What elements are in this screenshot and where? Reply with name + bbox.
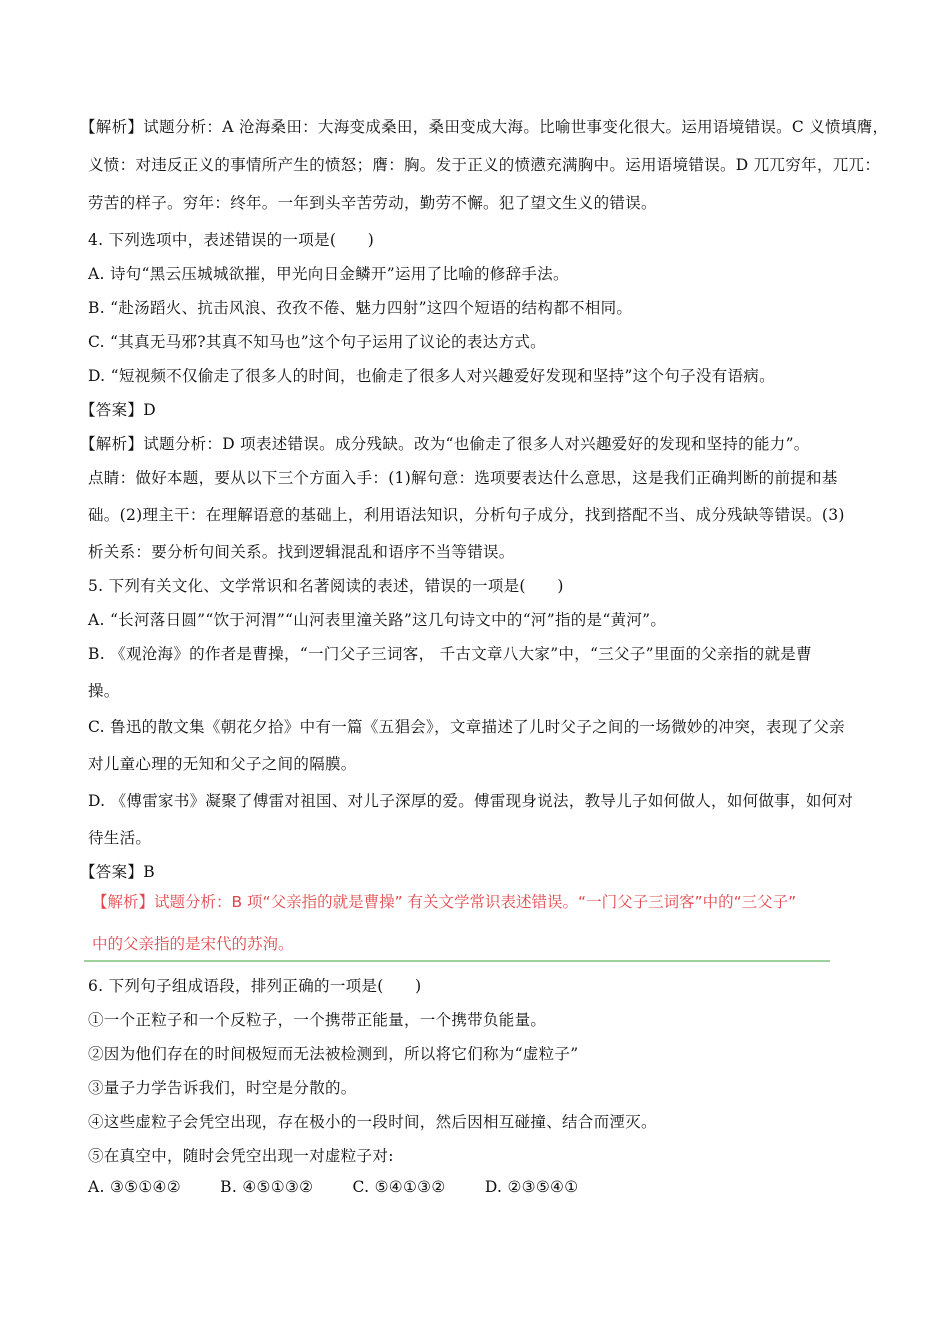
tip-line: 点睛：做好本题，要从以下三个方面入手：(1)解句意：选项要表达什么意思，这是我们正确判断的前提和基: [88, 469, 838, 487]
sentence-5: ⑤在真空中，随时会凭空出现一对虚粒子对:: [88, 1147, 394, 1165]
option-d-cont: 待生活。: [88, 829, 152, 847]
analysis-line: 劳苦的样子。穷年：终年。一年到头辛苦劳动，勤劳不懈。犯了望文生义的错误。: [88, 194, 657, 212]
sentence-3: ③量子力学告诉我们，时空是分散的。: [88, 1079, 357, 1097]
option-c: C. “其真无马邪?其真不知马也”这个句子运用了议论的表达方式。: [88, 333, 546, 351]
option-d: D. 《傅雷家书》凝聚了傅雷对祖国、对儿子深厚的爱。傅雷现身说法，教导儿子如何做人，如何做事，如何对: [88, 792, 854, 810]
question-4-title: 4. 下列选项中，表述错误的一项是( ): [88, 231, 375, 249]
option-b: B. 《观沧海》的作者是曹操，“一门父子三词客， 千古文章八大家”中，“三父子”里面的父亲指的就是曹: [88, 645, 812, 663]
option-d: D. ②③⑤④①: [484, 1178, 579, 1196]
sentence-2: ②因为他们存在的时间极短而无法被检测到，所以将它们称为“虚粒子”: [88, 1045, 579, 1063]
option-d: D. “短视频不仅偷走了很多人的时间，也偷走了很多人对兴趣爱好发现和坚持”这个句子没有语病。: [88, 367, 775, 385]
option-b: B. “赴汤蹈火、抗击风浪、孜孜不倦、魅力四射”这四个短语的结构都不相同。: [88, 299, 633, 317]
question-6-options: [88, 1178, 880, 1196]
option-a: A. 诗句“黑云压城城欲摧，甲光向日金鳞开”运用了比喻的修辞手法。: [88, 265, 569, 283]
option-c: C. ⑤④①③②: [352, 1178, 446, 1196]
answer-label: 【答案】D: [80, 401, 156, 419]
option-b: B. ④⑤①③②: [220, 1178, 314, 1196]
option-a: A. ③⑤①④②: [88, 1178, 181, 1196]
option-c: C. 鲁迅的散文集《朝花夕拾》中有一篇《五猖会》，文章描述了儿时父子之间的一场微妙的冲突，表现了父亲: [88, 718, 845, 736]
answer-label: 【答案】B: [80, 863, 155, 881]
option-c-cont: 对儿童心理的无知和父子之间的隔膜。: [88, 755, 357, 773]
analysis-line: 【解析】试题分析：A 沧海桑田：大海变成桑田，桑田变成大海。比喻世事变化很大。运用语境错误。C 义愤填膺，: [80, 118, 889, 136]
question-6-title: 6. 下列句子组成语段，排列正确的一项是( ): [88, 977, 422, 995]
analysis-line: 【解析】试题分析：D 项表述错误。成分残缺。改为“也偷走了很多人对兴趣爱好的发现和坚持的能力”。: [80, 435, 810, 453]
sentence-1: ①一个正粒子和一个反粒子，一个携带正能量，一个携带负能量。: [88, 1011, 547, 1029]
option-a: A. “长河落日圆”“饮于河渭”“山河表里潼关路”这几句诗文中的“河”指的是“黄河”。: [88, 611, 667, 629]
sentence-4: ④这些虚粒子会凭空出现，存在极小的一段时间，然后因相互碰撞、结合而湮灭。: [88, 1113, 657, 1131]
analysis-red-line: 【解析】试题分析：B 项“父亲指的就是曹操” 有关文学常识表述错误。“一门父子三词客”中的“三父子”: [92, 893, 797, 911]
option-b-cont: 操。: [88, 682, 120, 700]
tip-line: 析关系：要分析句间关系。找到逻辑混乱和语序不当等错误。: [88, 543, 515, 561]
tip-line: 础。(2)理主干：在理解语意的基础上，利用语法知识，分析句子成分，找到搭配不当、成分残缺等错误。(3): [88, 506, 845, 524]
question-5-title: 5. 下列有关文化、文学常识和名著阅读的表述，错误的一项是( ): [88, 577, 564, 595]
analysis-red-line: 中的父亲指的是宋代的苏洵。: [92, 935, 294, 953]
analysis-line: 义愤：对违反正义的事情所产生的愤怒；膺：胸。发于正义的愤懑充满胸中。运用语境错误。D 兀兀穷年，兀兀：: [88, 156, 881, 174]
